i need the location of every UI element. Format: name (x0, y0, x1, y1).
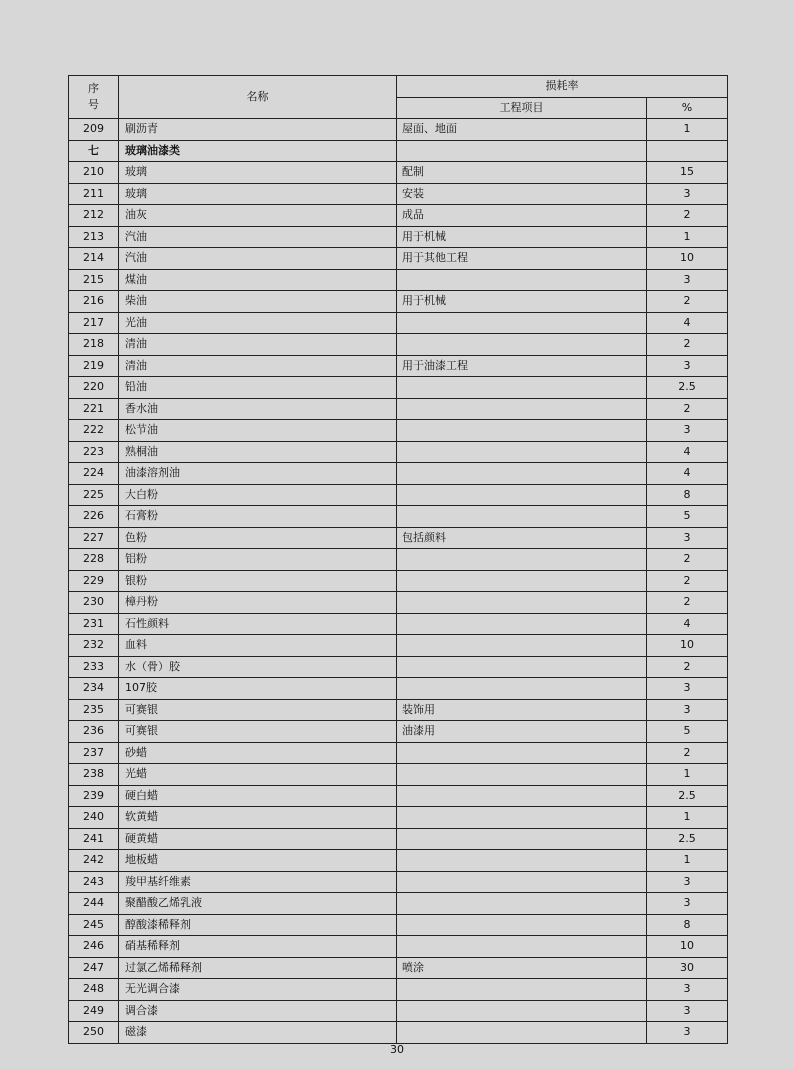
row-project-cell (397, 807, 647, 829)
row-name-cell: 银粉 (119, 570, 397, 592)
row-project-cell (397, 1022, 647, 1044)
row-project-cell (397, 893, 647, 915)
row-percent-cell: 1 (647, 226, 728, 248)
table-row (69, 420, 728, 442)
row-name-cell: 光蜡 (119, 764, 397, 786)
row-name-cell: 玻璃 (119, 183, 397, 205)
row-project-cell: 用于油漆工程 (397, 355, 647, 377)
row-number-cell: 222 (69, 420, 119, 442)
row-name-cell: 光油 (119, 312, 397, 334)
row-number-cell: 249 (69, 1000, 119, 1022)
row-number-cell: 239 (69, 785, 119, 807)
row-percent-cell: 30 (647, 957, 728, 979)
table-row (69, 248, 728, 270)
row-number-cell: 237 (69, 742, 119, 764)
row-project-cell (397, 420, 647, 442)
row-percent-cell: 3 (647, 871, 728, 893)
row-percent-cell: 3 (647, 355, 728, 377)
row-project-cell (397, 398, 647, 420)
row-name-cell: 硬黄蜡 (119, 828, 397, 850)
row-percent-cell: 1 (647, 119, 728, 141)
row-name-cell: 调合漆 (119, 1000, 397, 1022)
table-row (69, 678, 728, 700)
table-row (69, 463, 728, 485)
loss-rate-table (68, 75, 728, 1044)
row-name-cell: 过氯乙烯稀释剂 (119, 957, 397, 979)
row-percent-cell: 4 (647, 463, 728, 485)
row-number-cell: 225 (69, 484, 119, 506)
row-number-cell: 224 (69, 463, 119, 485)
row-number-cell: 245 (69, 914, 119, 936)
row-name-cell: 醇酸漆稀释剂 (119, 914, 397, 936)
row-name-cell: 刷沥青 (119, 119, 397, 141)
row-project-cell (397, 613, 647, 635)
row-percent-cell: 10 (647, 248, 728, 270)
row-project-cell (397, 871, 647, 893)
row-percent-cell: 4 (647, 312, 728, 334)
row-project-cell: 用于机械 (397, 291, 647, 313)
header-name: 名称 (119, 76, 397, 119)
row-number-cell: 213 (69, 226, 119, 248)
row-project-cell (397, 828, 647, 850)
row-project-cell: 用于其他工程 (397, 248, 647, 270)
row-project-cell (397, 914, 647, 936)
table-row (69, 312, 728, 334)
row-percent-cell: 8 (647, 484, 728, 506)
row-project-cell (397, 140, 647, 162)
row-number-cell: 214 (69, 248, 119, 270)
row-name-cell: 柴油 (119, 291, 397, 313)
row-number-cell: 218 (69, 334, 119, 356)
row-name-cell: 煤油 (119, 269, 397, 291)
row-name-cell: 聚醋酸乙烯乳液 (119, 893, 397, 915)
row-percent-cell: 2.5 (647, 828, 728, 850)
row-number-cell: 243 (69, 871, 119, 893)
row-project-cell (397, 785, 647, 807)
row-name-cell: 铝粉 (119, 549, 397, 571)
row-name-cell: 清油 (119, 334, 397, 356)
row-number-cell: 246 (69, 936, 119, 958)
row-name-cell: 石性颜料 (119, 613, 397, 635)
row-number-cell: 232 (69, 635, 119, 657)
table-row (69, 506, 728, 528)
row-project-cell (397, 742, 647, 764)
row-number-cell: 223 (69, 441, 119, 463)
row-percent-cell: 15 (647, 162, 728, 184)
row-name-cell: 可赛银 (119, 699, 397, 721)
section-row (69, 140, 728, 162)
row-number-cell: 247 (69, 957, 119, 979)
row-percent-cell: 4 (647, 441, 728, 463)
row-name-cell: 铅油 (119, 377, 397, 399)
table-row (69, 914, 728, 936)
table-row (69, 656, 728, 678)
row-percent-cell: 3 (647, 893, 728, 915)
row-project-cell: 用于机械 (397, 226, 647, 248)
row-project-cell: 喷涂 (397, 957, 647, 979)
row-project-cell (397, 936, 647, 958)
table-row (69, 269, 728, 291)
row-project-cell: 装饰用 (397, 699, 647, 721)
table-row (69, 1022, 728, 1044)
table-row (69, 183, 728, 205)
table-row (69, 441, 728, 463)
table-body (69, 119, 728, 1044)
row-percent-cell: 2.5 (647, 785, 728, 807)
row-percent-cell: 2 (647, 592, 728, 614)
row-number-cell: 226 (69, 506, 119, 528)
row-number-cell: 210 (69, 162, 119, 184)
row-project-cell (397, 979, 647, 1001)
row-number-cell: 216 (69, 291, 119, 313)
row-number-cell: 221 (69, 398, 119, 420)
row-number-cell: 229 (69, 570, 119, 592)
row-percent-cell: 2 (647, 742, 728, 764)
header-percent: % (647, 97, 728, 119)
row-name-cell: 樟丹粉 (119, 592, 397, 614)
row-name-cell: 汽油 (119, 226, 397, 248)
table-row (69, 398, 728, 420)
row-name-cell: 无光调合漆 (119, 979, 397, 1001)
row-name-cell: 硝基稀释剂 (119, 936, 397, 958)
row-name-cell: 熟桐油 (119, 441, 397, 463)
row-percent-cell: 2 (647, 205, 728, 227)
row-number-cell: 215 (69, 269, 119, 291)
row-name-cell: 香水油 (119, 398, 397, 420)
row-percent-cell: 1 (647, 807, 728, 829)
row-name-cell: 磁漆 (119, 1022, 397, 1044)
row-name-cell: 砂蜡 (119, 742, 397, 764)
row-name-cell: 色粉 (119, 527, 397, 549)
row-percent-cell: 2 (647, 570, 728, 592)
header-seq-top: 序 (88, 82, 99, 95)
table-row (69, 377, 728, 399)
row-number-cell: 236 (69, 721, 119, 743)
header-seq-bottom: 号 (88, 98, 99, 111)
row-number-cell: 209 (69, 119, 119, 141)
table-row (69, 979, 728, 1001)
row-project-cell (397, 592, 647, 614)
row-percent-cell: 2 (647, 549, 728, 571)
header-loss-rate: 损耗率 (397, 76, 728, 98)
row-percent-cell: 3 (647, 979, 728, 1001)
table-row (69, 635, 728, 657)
row-percent-cell: 3 (647, 1022, 728, 1044)
row-percent-cell: 3 (647, 699, 728, 721)
table-row (69, 871, 728, 893)
row-number-cell: 七 (69, 140, 119, 162)
table-row (69, 484, 728, 506)
table-row (69, 291, 728, 313)
row-percent-cell: 2 (647, 291, 728, 313)
row-project-cell (397, 1000, 647, 1022)
row-percent-cell: 2 (647, 334, 728, 356)
row-project-cell (397, 506, 647, 528)
table-row (69, 549, 728, 571)
row-name-cell: 羧甲基纤维素 (119, 871, 397, 893)
table-row (69, 592, 728, 614)
row-name-cell: 大白粉 (119, 484, 397, 506)
row-project-cell: 安装 (397, 183, 647, 205)
row-number-cell: 230 (69, 592, 119, 614)
table-row (69, 785, 728, 807)
table-row (69, 226, 728, 248)
row-project-cell (397, 334, 647, 356)
row-project-cell: 成品 (397, 205, 647, 227)
row-number-cell: 227 (69, 527, 119, 549)
row-number-cell: 250 (69, 1022, 119, 1044)
table-row (69, 1000, 728, 1022)
page-number: 30 (390, 1043, 404, 1056)
row-project-cell (397, 463, 647, 485)
table-row (69, 807, 728, 829)
row-percent-cell: 10 (647, 635, 728, 657)
row-project-cell: 油漆用 (397, 721, 647, 743)
row-percent-cell: 3 (647, 420, 728, 442)
row-percent-cell: 3 (647, 269, 728, 291)
row-number-cell: 238 (69, 764, 119, 786)
table-row (69, 764, 728, 786)
row-name-cell: 血料 (119, 635, 397, 657)
table-row (69, 334, 728, 356)
row-project-cell (397, 678, 647, 700)
row-number-cell: 231 (69, 613, 119, 635)
row-project-cell (397, 764, 647, 786)
row-project-cell (397, 484, 647, 506)
row-name-cell: 汽油 (119, 248, 397, 270)
row-project-cell (397, 377, 647, 399)
row-project-cell (397, 549, 647, 571)
table-row (69, 893, 728, 915)
row-percent-cell: 4 (647, 613, 728, 635)
row-project-cell: 配制 (397, 162, 647, 184)
table-row (69, 721, 728, 743)
row-percent-cell (647, 140, 728, 162)
row-number-cell: 212 (69, 205, 119, 227)
row-percent-cell: 1 (647, 764, 728, 786)
table-row (69, 119, 728, 141)
row-percent-cell: 8 (647, 914, 728, 936)
row-name-cell: 清油 (119, 355, 397, 377)
row-name-cell: 玻璃 (119, 162, 397, 184)
row-number-cell: 234 (69, 678, 119, 700)
row-name-cell: 油漆溶剂油 (119, 463, 397, 485)
row-name-cell: 107胶 (119, 678, 397, 700)
row-number-cell: 248 (69, 979, 119, 1001)
row-number-cell: 233 (69, 656, 119, 678)
row-percent-cell: 2 (647, 398, 728, 420)
row-project-cell (397, 635, 647, 657)
row-percent-cell: 2 (647, 656, 728, 678)
table-row (69, 355, 728, 377)
row-name-cell: 玻璃油漆类 (119, 140, 397, 162)
table-row (69, 957, 728, 979)
row-percent-cell: 3 (647, 527, 728, 549)
table-row (69, 699, 728, 721)
row-percent-cell: 5 (647, 721, 728, 743)
table-row (69, 936, 728, 958)
row-number-cell: 235 (69, 699, 119, 721)
row-number-cell: 242 (69, 850, 119, 872)
header-row-1 (69, 76, 728, 98)
row-name-cell: 油灰 (119, 205, 397, 227)
table-row (69, 850, 728, 872)
table-row (69, 205, 728, 227)
row-percent-cell: 10 (647, 936, 728, 958)
row-name-cell: 水（骨）胶 (119, 656, 397, 678)
row-number-cell: 217 (69, 312, 119, 334)
row-percent-cell: 3 (647, 183, 728, 205)
row-number-cell: 241 (69, 828, 119, 850)
row-project-cell: 包括颜料 (397, 527, 647, 549)
table-row (69, 527, 728, 549)
row-project-cell (397, 269, 647, 291)
row-name-cell: 松节油 (119, 420, 397, 442)
header-seq-cell (69, 76, 119, 119)
row-number-cell: 220 (69, 377, 119, 399)
row-project-cell (397, 656, 647, 678)
row-percent-cell: 3 (647, 678, 728, 700)
row-percent-cell: 2.5 (647, 377, 728, 399)
row-project-cell (397, 570, 647, 592)
row-project-cell (397, 312, 647, 334)
row-name-cell: 软黄蜡 (119, 807, 397, 829)
row-number-cell: 211 (69, 183, 119, 205)
row-name-cell: 硬白蜡 (119, 785, 397, 807)
table-row (69, 828, 728, 850)
row-percent-cell: 1 (647, 850, 728, 872)
row-percent-cell: 5 (647, 506, 728, 528)
row-project-cell: 屋面、地面 (397, 119, 647, 141)
row-name-cell: 可赛银 (119, 721, 397, 743)
table-row (69, 613, 728, 635)
table-row (69, 570, 728, 592)
table-row (69, 742, 728, 764)
row-name-cell: 石膏粉 (119, 506, 397, 528)
row-number-cell: 219 (69, 355, 119, 377)
row-project-cell (397, 850, 647, 872)
row-name-cell: 地板蜡 (119, 850, 397, 872)
row-project-cell (397, 441, 647, 463)
row-number-cell: 228 (69, 549, 119, 571)
row-percent-cell: 3 (647, 1000, 728, 1022)
table-row (69, 162, 728, 184)
row-number-cell: 240 (69, 807, 119, 829)
row-number-cell: 244 (69, 893, 119, 915)
header-project: 工程项目 (397, 97, 647, 119)
